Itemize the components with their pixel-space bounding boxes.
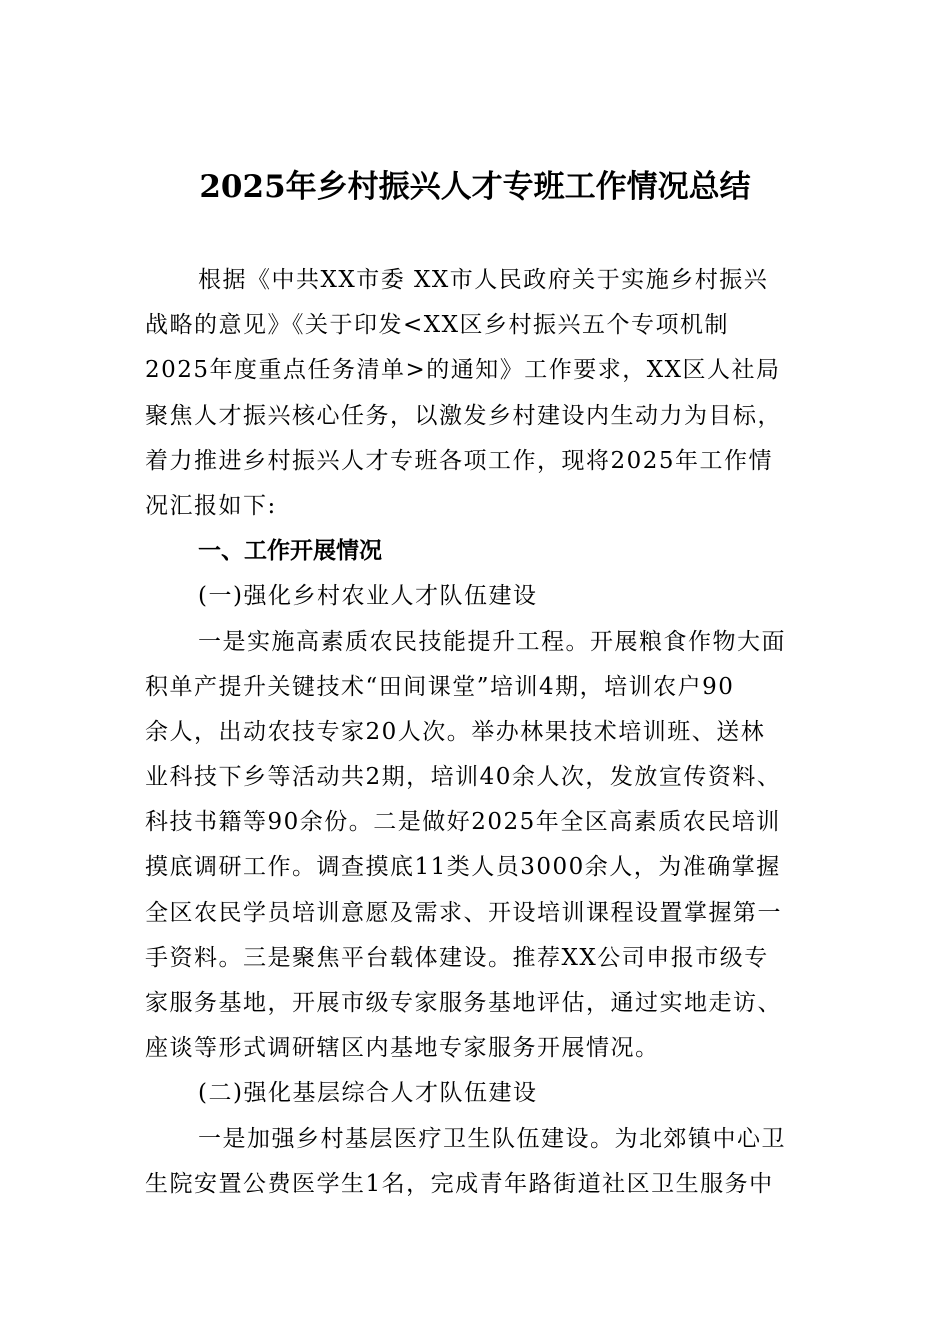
paragraph-line: 一是实施高素质农民技能提升工程。开展粮食作物大面 [198, 628, 786, 655]
paragraph-line: 全区农民学员培训意愿及需求、开设培训课程设置掌握第一 [145, 899, 782, 926]
intro-line: 况汇报如下: [145, 492, 277, 519]
paragraph-line: 积单产提升关键技术“田间课堂”培训4期，培训农户90 [145, 673, 735, 700]
intro-line: 根据《中共XX市委 XX市人民政府关于实施乡村振兴 [198, 267, 769, 293]
intro-line: 2025年度重点任务清单>的通知》工作要求，XX区人社局 [145, 357, 781, 384]
paragraph-line: 摸底调研工作。调查摸底11类人员3000余人，为准确掌握 [145, 854, 781, 881]
intro-line: 着力推进乡村振兴人才专班各项工作，现将2025年工作情 [145, 447, 774, 474]
document-title: 2025年乡村振兴人才专班工作情况总结 [199, 169, 751, 205]
intro-line: 战略的意见》《关于印发<XX区乡村振兴五个专项机制 [145, 312, 730, 339]
paragraph-line: 科技书籍等90余份。二是做好2025年全区高素质农民培训 [145, 809, 781, 836]
paragraph-line: 手资料。三是聚焦平台载体建设。推荐XX公司申报市级专 [145, 944, 769, 971]
section-heading: 一、工作开展情况 [198, 538, 382, 565]
intro-line: 聚焦人才振兴核心任务，以激发乡村建设内生动力为目标， [145, 402, 782, 429]
paragraph-line: 生院安置公费医学生1名，完成青年路街道社区卫生服务中 [145, 1170, 774, 1197]
paragraph-line: 余人，出动农技专家20人次。举办林果技术培训班、送林 [145, 718, 766, 745]
subsection-heading: (二)强化基层综合人才队伍建设 [198, 1080, 538, 1107]
subsection-heading: (一)强化乡村农业人才队伍建设 [198, 583, 538, 610]
paragraph-line: 座谈等形式调研辖区内基地专家服务开展情况。 [145, 1035, 660, 1062]
paragraph-line: 业科技下乡等活动共2期，培训40余人次，发放宣传资料、 [145, 764, 782, 791]
paragraph-line: 一是加强乡村基层医疗卫生队伍建设。为北郊镇中心卫 [198, 1125, 786, 1152]
paragraph-line: 家服务基地，开展市级专家服务基地评估，通过实地走访、 [145, 990, 782, 1016]
document-body [145, 258, 845, 1207]
